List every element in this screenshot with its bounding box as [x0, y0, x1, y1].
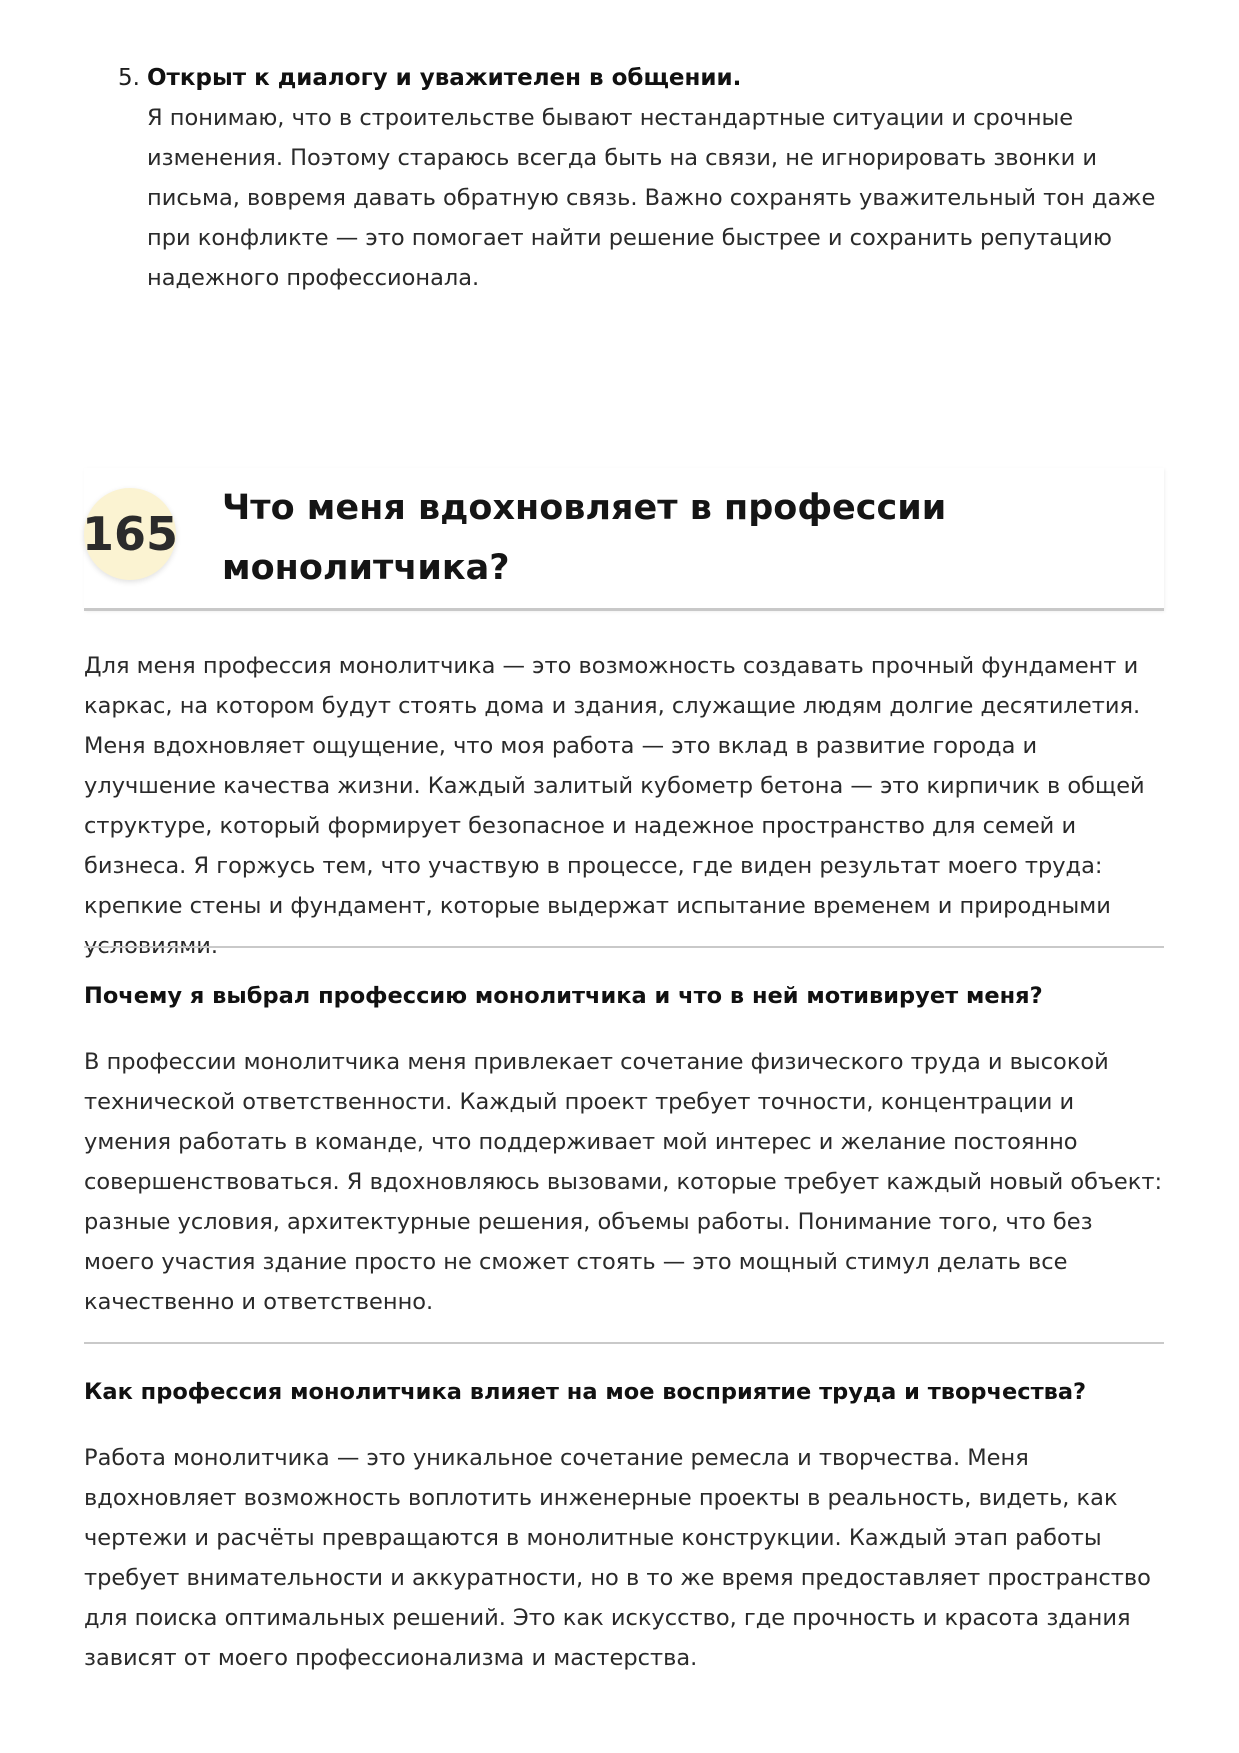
subsection-heading: Как профессия монолитчика влияет на мое восприятие труда и творчества? [84, 1379, 1087, 1405]
section-header [81, 468, 1164, 611]
subsection-paragraph: Работа монолитчика — это уникальное сочетание ремесла и творчества. Меня вдохновляет возможность воплотить инженерные проекты в реальность, видеть, как чертежи и расчёты превращаются в монолитные конструкции. Каждый этап работы требует внимательности и аккуратности, но в то же время предоставляет пространство для поиска оптимальных решений. Это как искусство, где прочность и красота здания зависят от моего профессионализма и мастерства. [84, 1445, 1151, 1671]
divider [84, 1342, 1164, 1344]
list-item-title: Открыт к диалогу и уважителен в общении. [147, 65, 742, 91]
section-title: Что меня вдохновляет в профессии монолитчика? [222, 488, 947, 588]
section-number-badge: 165 [84, 488, 176, 580]
subsection-heading: Почему я выбрал профессию монолитчика и что в ней мотивирует меня? [84, 983, 1043, 1009]
section-intro-paragraph: Для меня профессия монолитчика — это возможность создавать прочный фундамент и каркас, на котором будут стоять дома и здания, служащие людям долгие десятилетия. Меня вдохновляет ощущение, что моя работа — это вклад в развитие города и улучшение качества жизни. Каждый залитый кубометр бетона — это кирпичик в общей структуре, который формирует безопасное и надежное пространство для семей и бизнеса. Я горжусь тем, что участвую в процессе, где виден результат моего труда: крепкие стены и фундамент, которые выдержат испытание временем и природными условиями. [84, 653, 1145, 959]
list-item-number: 5. [118, 65, 140, 91]
divider [84, 946, 1164, 948]
list-item-body: Я понимаю, что в строительстве бывают нестандартные ситуации и срочные изменения. Поэтому стараюсь всегда быть на связи, не игнорировать звонки и письма, вовремя давать обратную связь. Важно сохранять уважительный тон даже при конфликте — это помогает найти решение быстрее и сохранить репутацию надежного профессионала. [147, 105, 1156, 291]
subsection-paragraph: В профессии монолитчика меня привлекает сочетание физического труда и высокой технической ответственности. Каждый проект требует точности, концентрации и умения работать в команде, что поддерживает мой интерес и желание постоянно совершенствоваться. Я вдохновляюсь вызовами, которые требует каждый новый объект: разные условия, архитектурные решения, объемы работы. Понимание того, что без моего участия здание просто не сможет стоять — это мощный стимул делать все качественно и ответственно. [84, 1049, 1163, 1315]
